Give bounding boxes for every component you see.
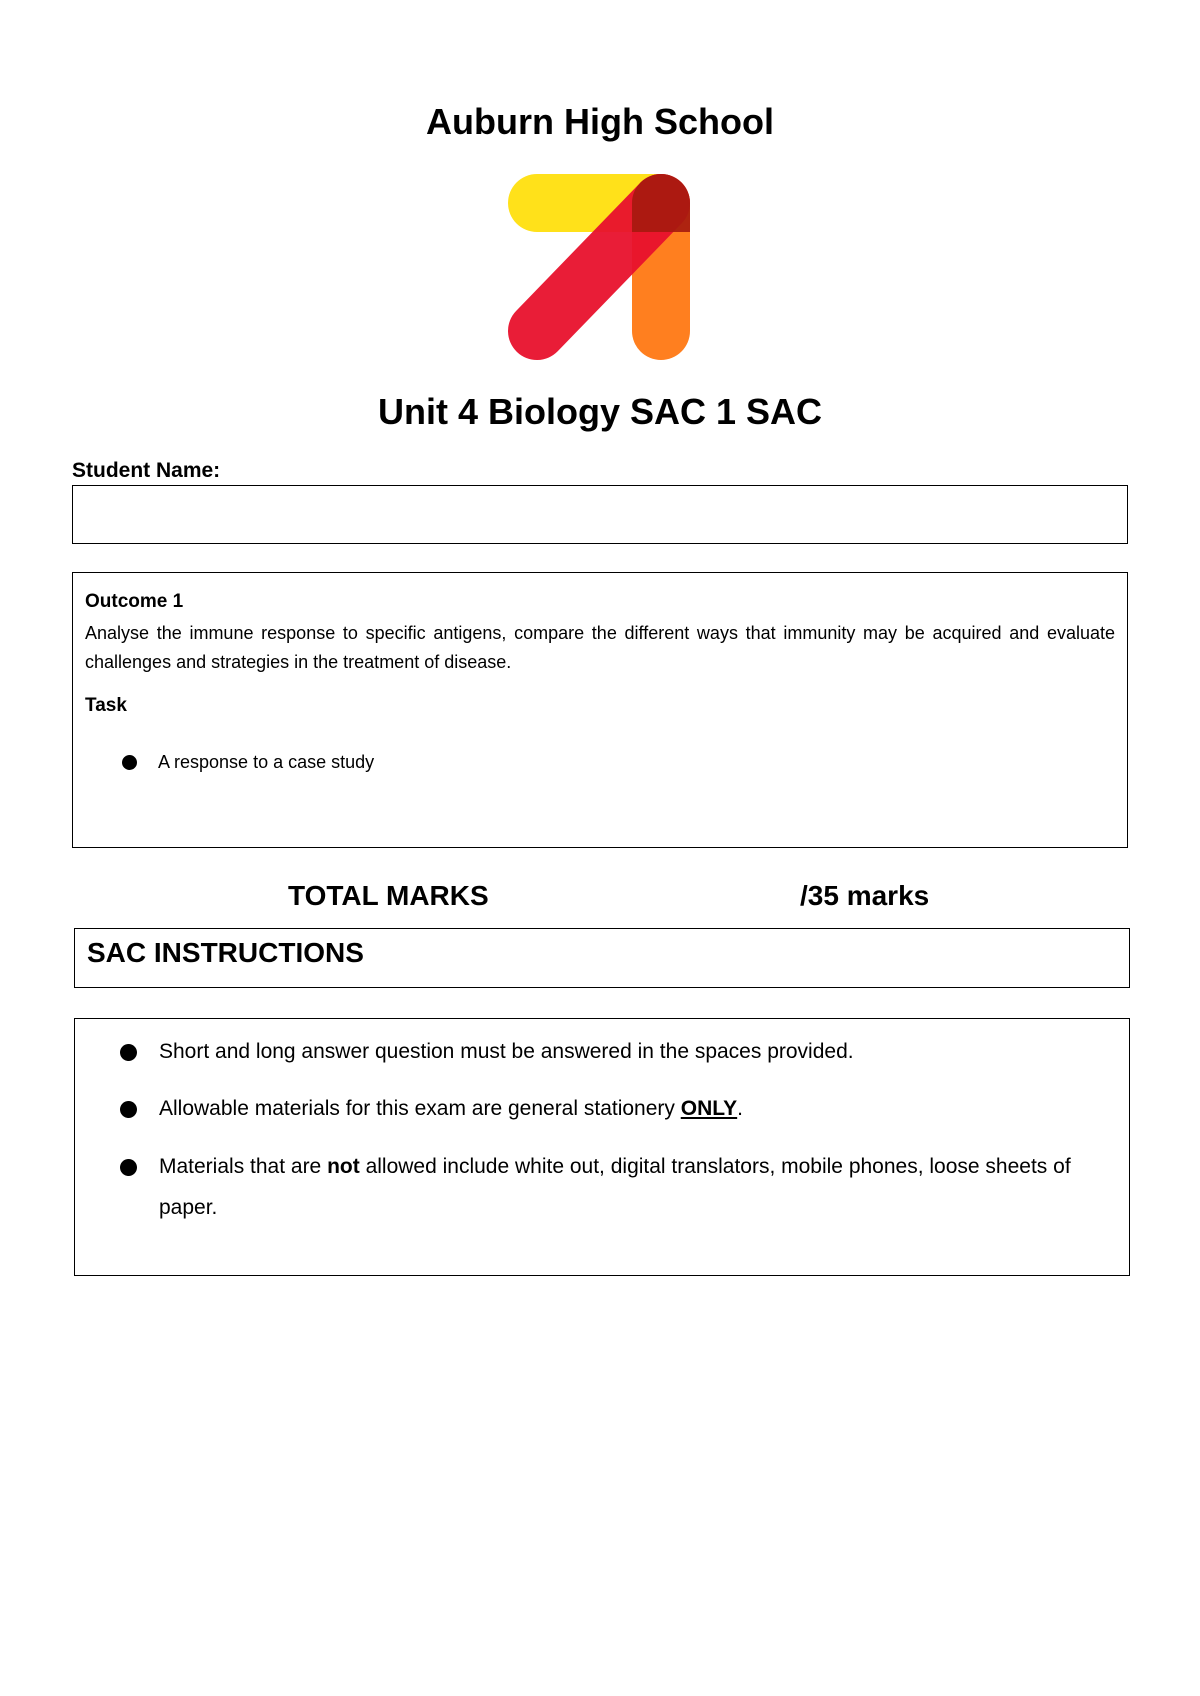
instruction-text: Short and long answer question must be answered in the spaces provided. bbox=[159, 1040, 854, 1063]
instructions-heading: SAC INSTRUCTIONS bbox=[74, 928, 1130, 988]
student-name-field[interactable] bbox=[72, 485, 1128, 544]
outcome-text: Analyse the immune response to specific antigens, compare the different ways that immunity may be acquired and evaluate challenges and strategies in the treatment of disease. bbox=[85, 623, 1115, 672]
outcome-box bbox=[72, 572, 1128, 848]
school-name: Auburn High School bbox=[426, 101, 774, 142]
school-logo bbox=[508, 174, 694, 360]
task-item-text: A response to a case study bbox=[158, 752, 375, 772]
instruction-item bbox=[159, 1031, 1119, 1072]
bullet-icon bbox=[120, 1101, 137, 1118]
total-marks-label: TOTAL MARKS bbox=[288, 880, 489, 911]
instruction-item bbox=[159, 1146, 1119, 1228]
instruction-text: Allowable materials for this exam are general stationery bbox=[159, 1097, 681, 1120]
instruction-text: Materials that are bbox=[159, 1155, 328, 1178]
bullet-icon bbox=[120, 1044, 137, 1061]
instruction-emphasis: ONLY bbox=[680, 1097, 738, 1120]
task-list bbox=[85, 747, 1115, 777]
bullet-icon bbox=[120, 1159, 137, 1176]
instruction-item bbox=[159, 1088, 1119, 1129]
outcome-heading: Outcome 1 bbox=[85, 591, 184, 612]
instruction-text: . bbox=[737, 1097, 744, 1120]
total-marks-value: /35 marks bbox=[800, 880, 930, 911]
instruction-text: allowed include white out, digital translators, mobile phones, loose sheets of paper. bbox=[159, 1155, 1071, 1219]
bullet-icon bbox=[122, 755, 137, 770]
task-heading: Task bbox=[85, 695, 127, 716]
student-name-label: Student Name: bbox=[72, 459, 221, 482]
logo-overlap bbox=[632, 174, 690, 232]
task-item bbox=[85, 747, 1115, 777]
document-title: Unit 4 Biology SAC 1 SAC bbox=[377, 391, 823, 432]
instruction-emphasis: not bbox=[327, 1155, 360, 1178]
instructions-box bbox=[74, 1018, 1130, 1276]
